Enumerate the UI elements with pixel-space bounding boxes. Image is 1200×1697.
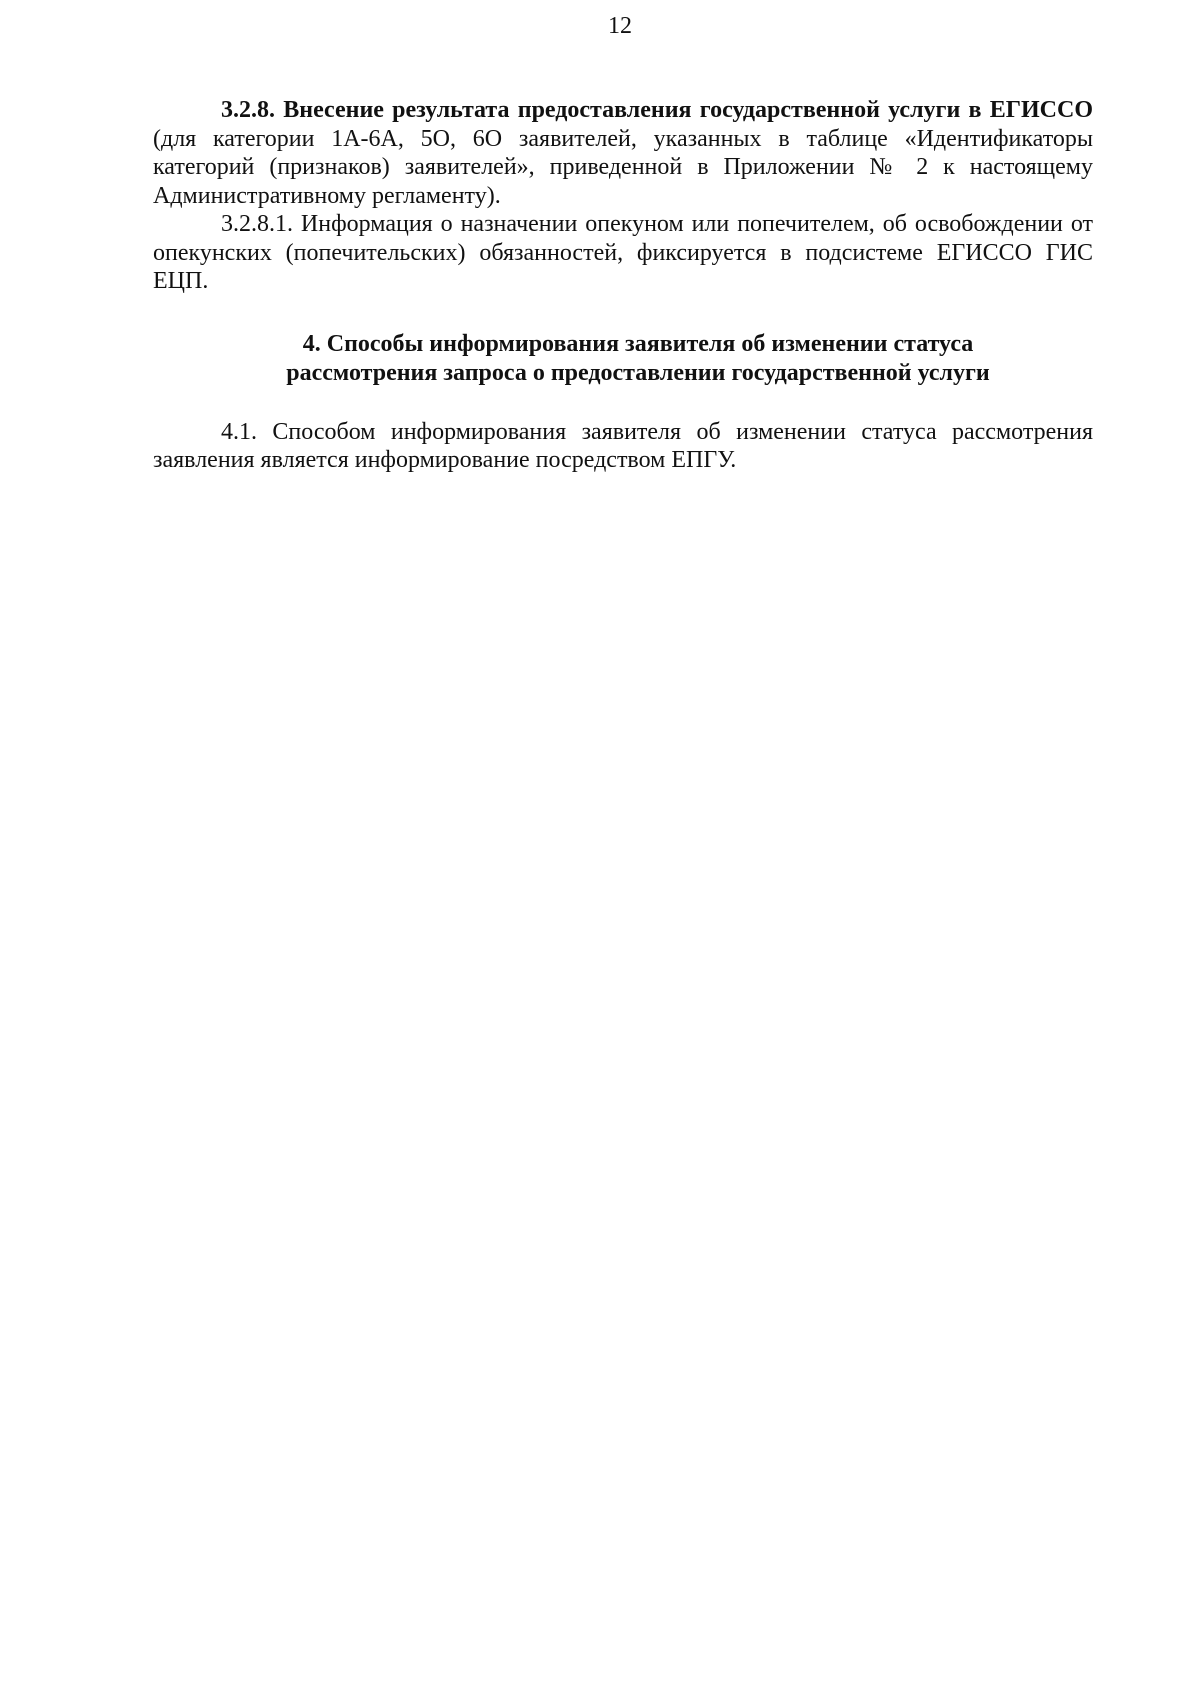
paragraph-4-1: 4.1. Способом информирования заявителя об изменении статуса рассмотрения заявления является информирование посредством ЕПГУ. [153,418,1093,473]
section-4-heading-line1: 4. Способы информирования заявителя об изменении статуса [302,330,974,357]
paragraph-3-2-8 [153,96,1093,210]
section-3-2-8-body: (для категории 1А-6А, 5О, 6О заявителей, указанных в таблице «Идентификаторы категорий (признаков) заявителей», приведенной в Приложении № 2 к настоящему Административному регламенту). [153,125,1093,209]
paragraph-3-2-8-1: 3.2.8.1. Информация о назначении опекуном или попечителем, об освобождении от опекунских (попечительских) обязанностей, фиксируется в подсистеме ЕГИССО ГИС ЕЦП. [153,211,1093,294]
document-body [153,96,1093,475]
section-4-heading-line2: рассмотрения запроса о предоставлении государственной услуги [286,359,990,386]
page-number: 12 [608,13,632,39]
section-3-2-8-title: 3.2.8. Внесение результата предоставления государственной услуги в ЕГИССО [221,97,1093,123]
section-4-heading [153,330,1093,388]
